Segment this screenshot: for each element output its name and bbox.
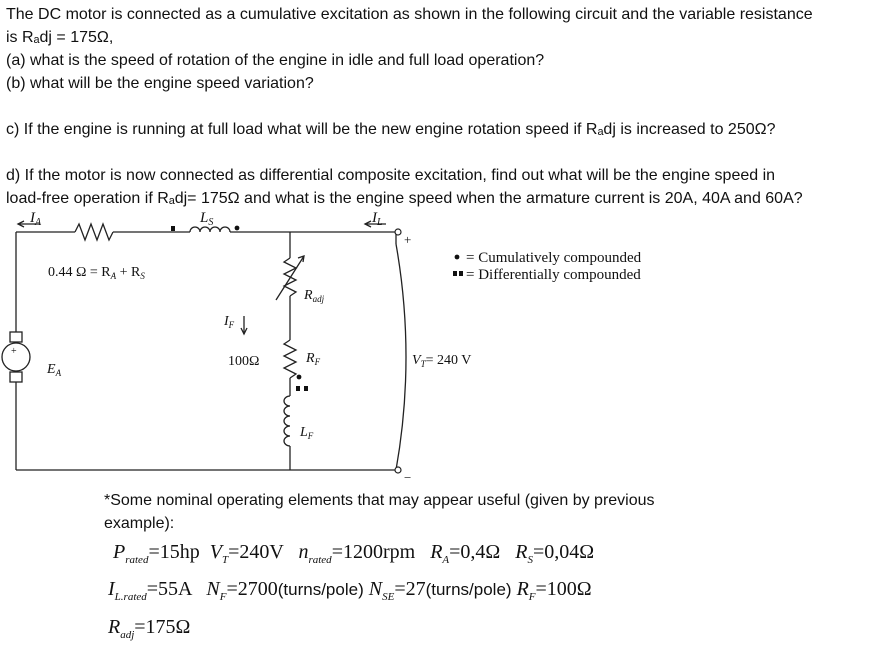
rf-value: 100Ω: [228, 354, 260, 369]
question-part-d-line-2: load-free operation if Rₐdj= 175Ω and what is the engine speed when the armature current is 20A, 40A and 60A?: [6, 190, 803, 207]
question-part-a: (a) what is the speed of rotation of the engine in idle and full load operation?: [6, 52, 545, 69]
caption-line-2: example):: [104, 515, 175, 532]
adjustable-arrow: [276, 256, 304, 300]
question-part-d-line-1: d) If the motor is now connected as differential composite excitation, find out what will be the engine speed in: [6, 167, 776, 184]
ls-square-dot: [171, 226, 175, 231]
ea-label: $E_A$: [47, 362, 62, 378]
caption-line-1: *Some nominal operating elements that may appear useful (given by previous: [104, 492, 655, 509]
vt-label: $V_T= 240$ V: [412, 353, 472, 369]
armature-plus-sign: +: [11, 346, 17, 357]
ls-label: $L_S$: [200, 210, 214, 228]
minus-terminal-label: −: [404, 470, 412, 485]
minus-terminal: [395, 467, 401, 473]
field-resistor-zigzag: [284, 340, 296, 378]
legend-cumulative: = Cumulatively compounded: [466, 250, 642, 266]
lf-square-dot: [296, 386, 300, 391]
plus-terminal: [395, 229, 401, 235]
lf-label: $L_F$: [300, 425, 314, 441]
param-row-2: $I_{L.rated}=55A$ $N_F=2700(turns/pole)$ $N_{SE}=27(turns/pole)$ $R_F=100\Omega$: [108, 578, 592, 603]
armature-resistance-label: 0.44 $\Omega = R_A + R_S$: [48, 265, 145, 281]
plus-terminal-label: +: [404, 232, 412, 247]
armature-resistor-zigzag: [75, 224, 113, 240]
legend-differential: = Differentially compounded: [466, 267, 641, 283]
shunt-field-coil: [284, 396, 290, 446]
param-row-3: $R_{adj}=175\Omega$: [108, 616, 191, 641]
question-line-2: is Rₐdj = 175Ω,: [6, 29, 114, 46]
lf-round-dot: [297, 375, 302, 380]
il-label: $I_L$: [372, 210, 383, 228]
question-line-1: The DC motor is connected as a cumulative excitation as shown in the following circuit and the variable resistance: [6, 6, 813, 23]
param-row-1: $P_{rated}=15hp$ $V_T=240V$ $n_{rated}=1200rpm$ $R_A=0,4\Omega$ $R_S=0,04\Omega$: [113, 541, 595, 566]
circuit-diagram: [0, 210, 873, 495]
question-part-c: c) If the engine is running at full load what will be the new engine rotation speed if Rₐdj is increased to 250Ω?: [6, 121, 776, 138]
question-part-b: (b) what will be the engine speed variation?: [6, 75, 314, 92]
ls-round-dot: [235, 226, 240, 231]
vt-bracket: [396, 244, 406, 470]
rf-label: $R_F$: [306, 351, 321, 367]
lf-square-dot-2: [304, 386, 308, 391]
legend-round-dot: [455, 255, 460, 260]
legend-square-dot: [453, 271, 457, 276]
if-label: $I_F$: [224, 314, 235, 330]
ia-label: $I_A$: [30, 210, 42, 228]
radj-label: $R_{adj}$: [304, 288, 325, 304]
